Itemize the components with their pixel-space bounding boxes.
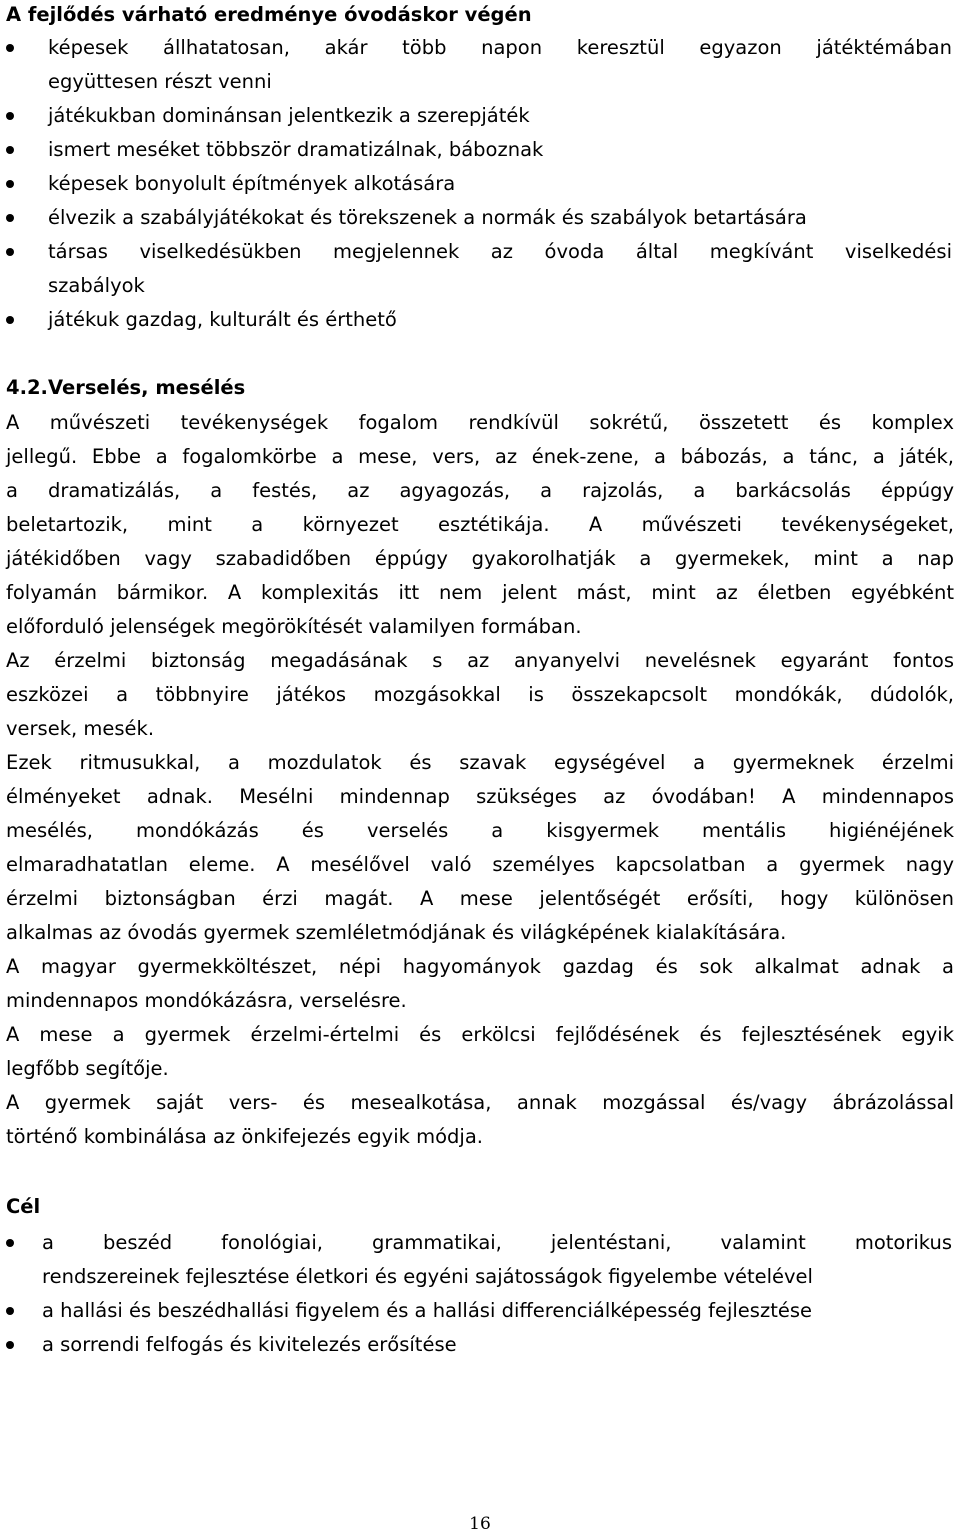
list-item-text: a hallási és beszédhallási figyelem és a hallási differenciálképesség fejlesztése bbox=[42, 1299, 812, 1322]
bullet-icon bbox=[6, 1239, 14, 1247]
text-line: versek, mesék. bbox=[6, 717, 155, 740]
text-line: Az érzelmi biztonság megadásának s az anyanyelvi nevelésnek egyaránt fontos bbox=[6, 649, 954, 672]
text-line: eszközei a többnyire játékos mozgásokkal is összekapcsolt mondókák, dúdolók, bbox=[6, 683, 954, 706]
document-page bbox=[6, 0, 958, 1536]
bullet-icon bbox=[6, 1307, 14, 1315]
text-line: a dramatizálás, a festés, az agyagozás, a rajzolás, a barkácsolás éppúgy bbox=[6, 479, 954, 502]
list-item-text: társas viselkedésükben megjelennek az óvoda által megkívánt viselkedési bbox=[48, 240, 952, 263]
list-item-text: a sorrendi felfogás és kivitelezés erősítése bbox=[42, 1333, 457, 1356]
text-line: történő kombinálása az önkifejezés egyik módja. bbox=[6, 1125, 483, 1148]
section-heading-development: A fejlődés várható eredménye óvodáskor végén bbox=[6, 3, 532, 26]
text-line: élményeket adnak. Mesélni mindennap szükséges az óvodában! A mindennapos bbox=[6, 785, 954, 808]
bullet-icon bbox=[6, 316, 14, 324]
text-line: A gyermek saját vers- és mesealkotása, annak mozgással és/vagy ábrázolással bbox=[6, 1091, 954, 1114]
bullet-icon bbox=[6, 1341, 14, 1349]
text-line: mesélés, mondókázás és verselés a kisgyermek mentális higiénéjének bbox=[6, 819, 954, 842]
text-line: jellegű. Ebbe a fogalomkörbe a mese, vers, az ének-zene, a bábozás, a tánc, a játék, bbox=[6, 445, 954, 468]
text-line: előforduló jelenségek megörökítését valamilyen formában. bbox=[6, 615, 582, 638]
text-line: elmaradhatatlan eleme. A mesélővel való személyes kapcsolatban a gyermek nagy bbox=[6, 853, 954, 876]
bullet-icon bbox=[6, 146, 14, 154]
text-line: alkalmas az óvodás gyermek szemléletmódjának és világképének kialakítására. bbox=[6, 921, 787, 944]
bullet-icon bbox=[6, 214, 14, 222]
text-line: legfőbb segítője. bbox=[6, 1057, 169, 1080]
page-number: 16 bbox=[469, 1514, 491, 1534]
text-line: A művészeti tevékenységek fogalom rendkívül sokrétű, összetett és komplex bbox=[6, 411, 954, 434]
text-line: A magyar gyermekköltészet, népi hagyományok gazdag és sok alkalmat adnak a bbox=[6, 955, 954, 978]
section-heading-poetry: 4.2.Verselés, mesélés bbox=[6, 376, 246, 399]
bullet-icon bbox=[6, 44, 14, 52]
list-item-text: képesek állhatatosan, akár több napon keresztül egyazon játéktémában bbox=[48, 36, 952, 59]
text-line: mindennapos mondókázásra, verselésre. bbox=[6, 989, 407, 1012]
text-line: beletartozik, mint a környezet esztétikája. A művészeti tevékenységeket, bbox=[6, 513, 954, 536]
list-item-text: játékukban dominánsan jelentkezik a szerepjáték bbox=[48, 104, 530, 127]
text-line: A mese a gyermek érzelmi-értelmi és erkölcsi fejlődésének és fejlesztésének egyik bbox=[6, 1023, 954, 1046]
text-line: Ezek ritmusukkal, a mozdulatok és szavak egységével a gyermeknek érzelmi bbox=[6, 751, 954, 774]
list-item-text: játékuk gazdag, kulturált és érthető bbox=[48, 308, 397, 331]
list-item-text: ismert meséket többször dramatizálnak, báboznak bbox=[48, 138, 544, 161]
text-line: folyamán bármikor. A komplexitás itt nem jelent mást, mint az életben egyébként bbox=[6, 581, 954, 604]
list-item-text: rendszereinek fejlesztése életkori és egyéni sajátosságok figyelembe vételével bbox=[42, 1265, 813, 1288]
list-item-text: együttesen részt venni bbox=[48, 70, 272, 93]
bullet-icon bbox=[6, 112, 14, 120]
text-line: játékidőben vagy szabadidőben éppúgy gyakorolhatják a gyermekek, mint a nap bbox=[6, 547, 954, 570]
list-item-text: élvezik a szabályjátékokat és törekszenek a normák és szabályok betartására bbox=[48, 206, 807, 229]
section-heading-goal: Cél bbox=[6, 1195, 41, 1218]
bullet-icon bbox=[6, 248, 14, 256]
list-item-text: a beszéd fonológiai, grammatikai, jelentéstani, valamint motorikus bbox=[42, 1231, 952, 1254]
bullet-icon bbox=[6, 180, 14, 188]
list-item-text: képesek bonyolult építmények alkotására bbox=[48, 172, 456, 195]
list-item-text: szabályok bbox=[48, 274, 145, 297]
text-line: érzelmi biztonságban érzi magát. A mese jelentőségét erősíti, hogy különösen bbox=[6, 887, 954, 910]
